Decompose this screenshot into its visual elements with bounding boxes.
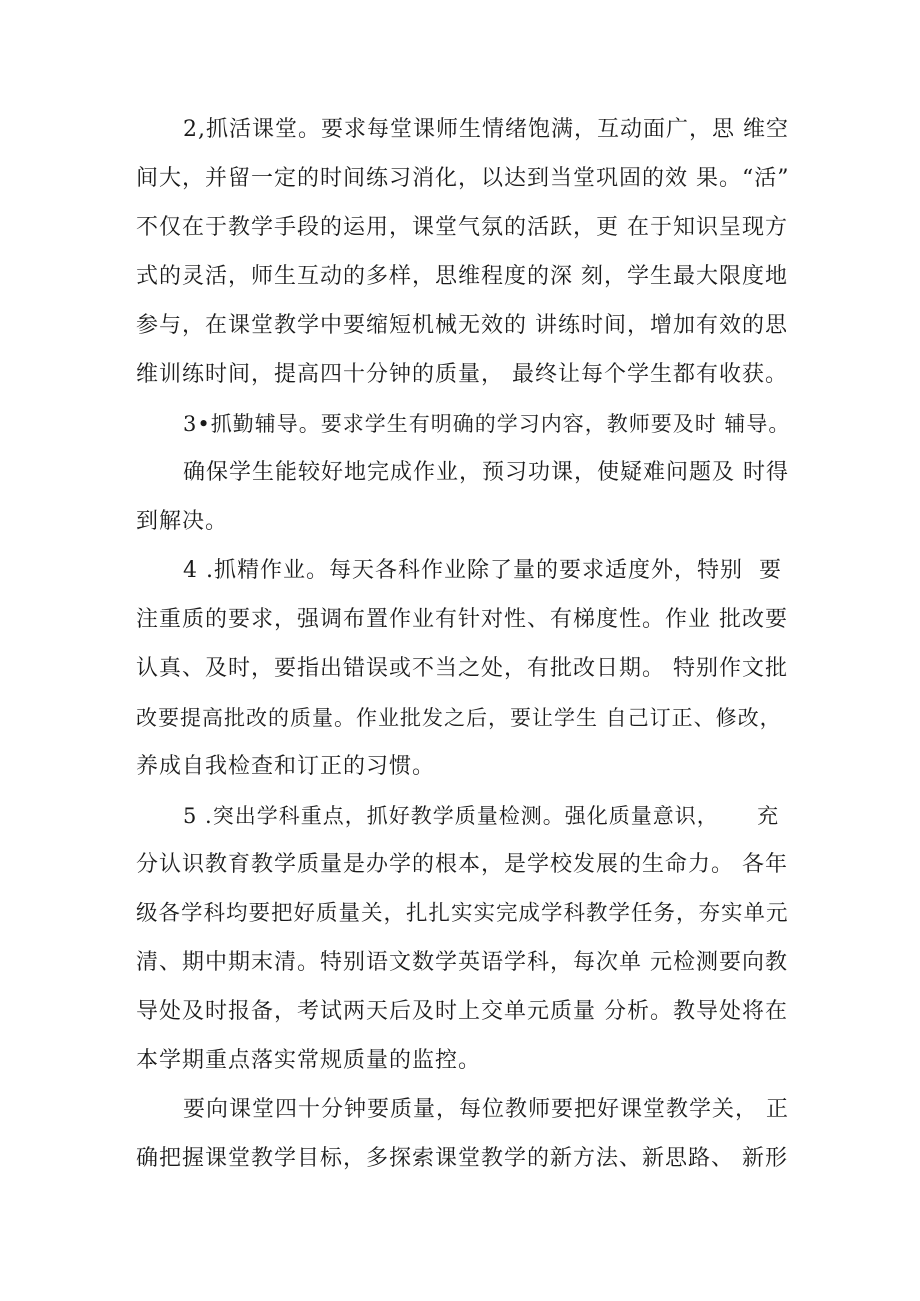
text-line: 分认识教育教学质量是办学的根本，是学校发展的生命力。 各年 [136, 852, 788, 877]
text-line: 本学期重点落实常规质量的监控。 [136, 1048, 482, 1073]
text-line: 式的灵活，师生互动的多样，思维程度的深 刻，学生最大限度地 [136, 264, 788, 289]
text-line: 清、期中期末清。特别语文数学英语学科，每次单 元检测要向教 [136, 950, 788, 975]
text-line: 2,抓活课堂。要求每堂课师生情绪饱满，互动面广，思 维空 [183, 117, 789, 142]
text-line: 4 .抓精作业。每天各科作业除了量的要求适度外，特别 要 [183, 558, 782, 583]
text-line: 确把握课堂教学目标，多探索课堂教学的新方法、新思路、 新形 [136, 1146, 788, 1171]
text-line: 级各学科均要把好质量关，扎扎实实完成学科教学任务，夯实单元 [136, 901, 789, 926]
text-line: 5 .突出学科重点，抓好教学质量检测。强化质量意识， 充 [183, 804, 780, 828]
text-line: 养成自我检查和订正的习惯。 [136, 754, 436, 779]
text-line: 导处及时报备，考试两天后及时上交单元质量 分析。教导处将在 [136, 999, 788, 1024]
text-line: 注重质的要求，强调布置作业有针对性、有梯度性。作业 批改要 [136, 607, 788, 632]
text-line: 参与，在课堂教学中要缩短机械无效的 讲练时间，增加有效的思 [136, 313, 788, 338]
text-line: 改要提高批改的质量。作业批发之后，要让学生 自己订正、修改， [136, 706, 782, 730]
text-line: 确保学生能较好地完成作业，预习功课，使疑难问题及 时得 [183, 460, 789, 485]
text-line: 间大，并留一定的时间练习消化，以达到当堂巩固的效 果。“活” [136, 166, 790, 191]
text-line: 不仅在于教学手段的运用，课堂气氛的活跃，更 在于知识呈现方 [136, 215, 788, 240]
text-line: 要向课堂四十分钟要质量，每位教师要把好课堂教学关， 正 [183, 1097, 789, 1122]
text-line: 认真、及时，要指出错误或不当之处，有批改日期。 特别作文批 [136, 656, 788, 681]
text-line: 维训练时间，提高四十分钟的质量， 最终让每个学生都有收获。 [136, 362, 788, 387]
text-line: 3•抓勤辅导。要求学生有明确的学习内容，教师要及时 辅导。 [183, 412, 791, 436]
text-line: 到解决。 [136, 509, 229, 534]
